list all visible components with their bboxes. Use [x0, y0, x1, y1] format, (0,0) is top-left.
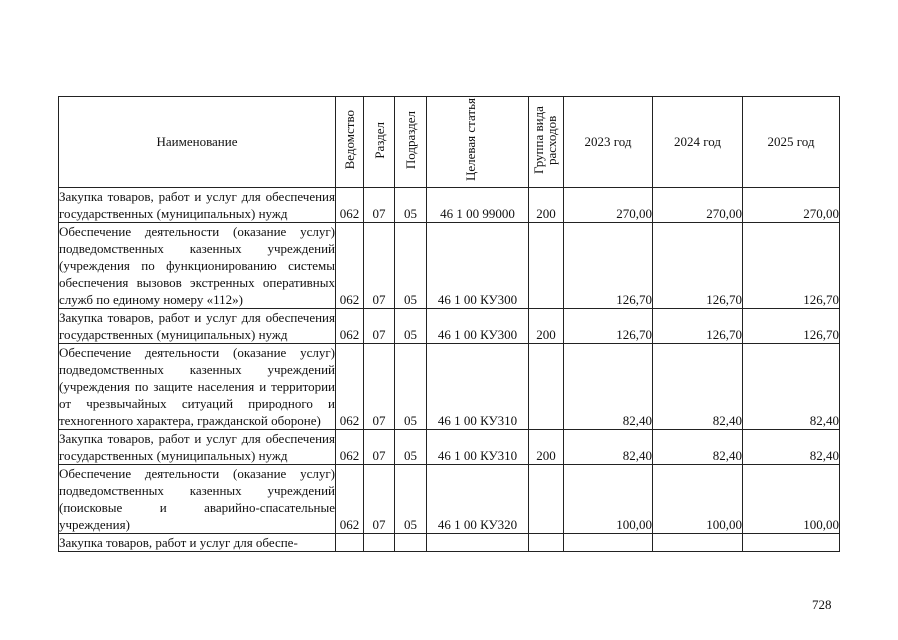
row-2023: 82,40: [564, 344, 653, 430]
table-row: [59, 188, 840, 223]
page-bottom-margin: [0, 592, 898, 640]
row-expense-group: 200: [529, 430, 564, 465]
row-expense-group: 200: [529, 188, 564, 223]
row-expense-group: 200: [529, 309, 564, 344]
row-2025: 126,70: [743, 309, 840, 344]
row-2024: 82,40: [653, 344, 743, 430]
row-name: Закупка товаров, работ и услуг для обеспечения государственных (муниципальных) нужд: [59, 310, 335, 342]
row-subsection: [395, 534, 427, 552]
row-section: 07: [364, 309, 395, 344]
row-2024: 126,70: [653, 309, 743, 344]
row-section: [364, 534, 395, 552]
page-number: 728: [812, 597, 832, 612]
row-target: [427, 534, 529, 552]
header-expense-group: Группа вида расходов: [529, 97, 564, 188]
row-2024: [653, 534, 743, 552]
header-subsection: Подраздел: [395, 97, 427, 188]
row-name: Обеспечение деятельности (оказание услуг) подведомственных казенных учреждений (учреждения по функционированию системы обеспечения вызовов экстренных оперативных служб по единому номеру «112»): [59, 224, 335, 307]
row-dept: 062: [336, 465, 364, 534]
row-name: Обеспечение деятельности (оказание услуг) подведомственных казенных учреждений (учреждения по защите населения и территории от чрезвычайных ситуаций природного и техногенного характера, гражданской обороне): [59, 345, 335, 428]
row-2023: 270,00: [564, 188, 653, 223]
row-name: Обеспечение деятельности (оказание услуг) подведомственных казенных учреждений (поисковые и аварийно-спасательные учреждения): [59, 466, 335, 532]
row-target: 46 1 00 КУ310: [427, 430, 529, 465]
row-2025: [743, 534, 840, 552]
table-row: [59, 223, 840, 309]
row-2023: 82,40: [564, 430, 653, 465]
row-expense-group: [529, 344, 564, 430]
row-section: 07: [364, 465, 395, 534]
row-2024: 100,00: [653, 465, 743, 534]
table-row: [59, 344, 840, 430]
row-2023: 100,00: [564, 465, 653, 534]
row-2025: 126,70: [743, 223, 840, 309]
row-dept: 062: [336, 430, 364, 465]
row-2023: 126,70: [564, 309, 653, 344]
row-name: Закупка товаров, работ и услуг для обеспечения государственных (муниципальных) нужд: [59, 189, 335, 221]
header-dept: Ведомство: [336, 97, 364, 188]
row-dept: 062: [336, 344, 364, 430]
row-expense-group: [529, 223, 564, 309]
row-expense-group: [529, 465, 564, 534]
budget-table: [58, 96, 840, 552]
row-dept: 062: [336, 188, 364, 223]
row-target: 46 1 00 99000: [427, 188, 529, 223]
row-subsection: 05: [395, 223, 427, 309]
row-2025: 82,40: [743, 430, 840, 465]
table-row: [59, 309, 840, 344]
row-2024: 270,00: [653, 188, 743, 223]
row-subsection: 05: [395, 430, 427, 465]
row-target: 46 1 00 КУ320: [427, 465, 529, 534]
row-2024: 126,70: [653, 223, 743, 309]
row-target: 46 1 00 КУ300: [427, 309, 529, 344]
header-row: [59, 97, 840, 188]
row-dept: [336, 534, 364, 552]
row-2024: 82,40: [653, 430, 743, 465]
row-target: 46 1 00 КУ310: [427, 344, 529, 430]
row-2025: 100,00: [743, 465, 840, 534]
header-target: Целевая статья: [427, 97, 529, 188]
row-2025: 270,00: [743, 188, 840, 223]
row-2023: [564, 534, 653, 552]
row-subsection: 05: [395, 344, 427, 430]
table-row: [59, 465, 840, 534]
row-section: 07: [364, 223, 395, 309]
row-name: Закупка товаров, работ и услуг для обеспе-: [59, 534, 336, 552]
row-subsection: 05: [395, 465, 427, 534]
header-2023: 2023 год: [564, 97, 653, 188]
header-2025: 2025 год: [743, 97, 840, 188]
table-row: [59, 534, 840, 552]
row-dept: 062: [336, 309, 364, 344]
row-2023: 126,70: [564, 223, 653, 309]
row-section: 07: [364, 188, 395, 223]
header-section: Раздел: [364, 97, 395, 188]
row-dept: 062: [336, 223, 364, 309]
row-expense-group: [529, 534, 564, 552]
row-subsection: 05: [395, 188, 427, 223]
row-subsection: 05: [395, 309, 427, 344]
row-target: 46 1 00 КУ300: [427, 223, 529, 309]
table-row: [59, 430, 840, 465]
row-2025: 82,40: [743, 344, 840, 430]
row-section: 07: [364, 344, 395, 430]
row-section: 07: [364, 430, 395, 465]
header-name: Наименование: [59, 97, 336, 188]
row-name: Закупка товаров, работ и услуг для обеспечения государственных (муниципальных) нужд: [59, 431, 335, 463]
header-2024: 2024 год: [653, 97, 743, 188]
